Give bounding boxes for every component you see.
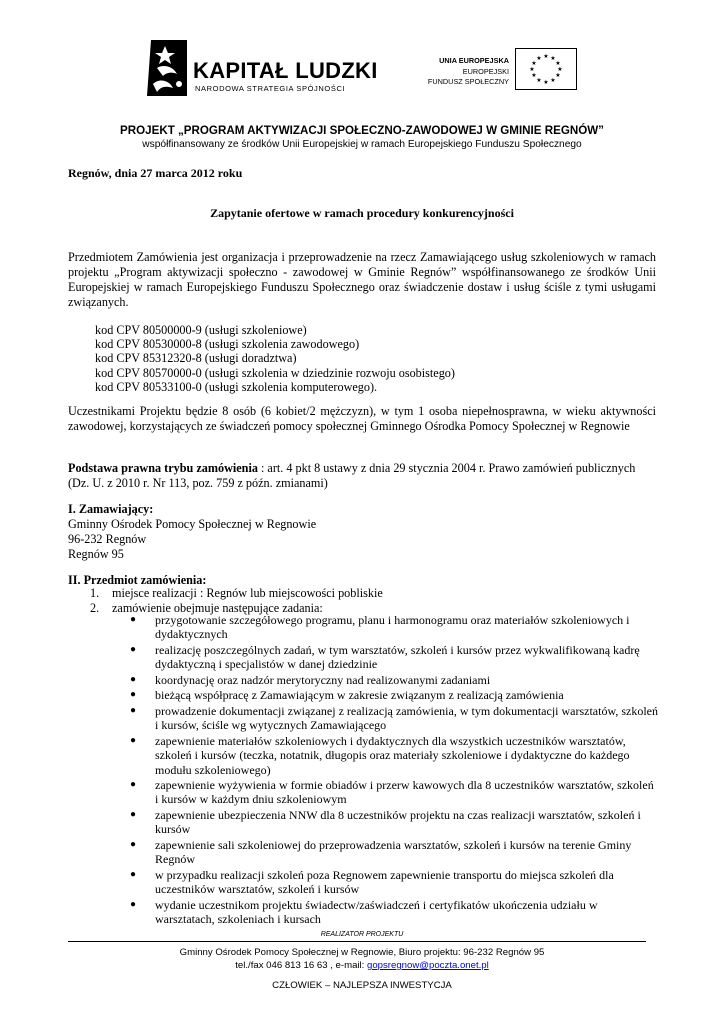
task-item [130, 838, 660, 867]
footer-motto: CZŁOWIEK – NAJLEPSZA INWESTYCJA [272, 980, 452, 991]
svg-text:★: ★ [550, 55, 556, 62]
svg-text:★: ★ [531, 72, 537, 79]
bullet-icon: ● [130, 868, 137, 880]
footer-divider [68, 941, 646, 942]
svg-text:★: ★ [531, 60, 537, 67]
task-item [130, 704, 660, 733]
cpv-item: kod CPV 80530000-8 (usługi szkolenia zawodowego) [95, 337, 360, 352]
task-text: wydanie uczestnikom projektu świadectw/zaświadczeń i certyfikatów ukończenia udziału w warsztatach, szkoleniach i kursach [155, 897, 598, 927]
task-item [130, 778, 660, 807]
task-item [130, 688, 660, 702]
item-text: miejsce realizacji : Regnów lub miejscowości pobliskie [112, 586, 383, 600]
task-text: prowadzenie dokumentacji związanej z realizacją zamówienia, w tym dokumentacji warsztatów, szkoleń i kursów, ściśle wg wytycznych Zamawiającego [155, 703, 659, 733]
bullet-icon: ● [130, 808, 137, 820]
numbered-list [90, 586, 383, 615]
bullet-icon: ● [130, 779, 137, 791]
section-2-title: II. Przedmiot zamówienia: [68, 573, 207, 587]
bullet-icon: ● [130, 898, 137, 910]
svg-text:★: ★ [543, 79, 549, 86]
bullet-icon: ● [130, 838, 137, 850]
cpv-item: kod CPV 80570000-0 (usługi szkolenia w dziedzinie rozwoju osobistego) [95, 365, 455, 380]
svg-text:★: ★ [536, 55, 542, 62]
task-text: w przypadku realizacji szkoleń poza Regnowem zapewnienie transportu do miejsca szkoleń dla uczestników warsztatów, szkoleń i kursów [155, 867, 614, 897]
item-number: 1. [90, 586, 100, 600]
task-text: bieżącą współpracę z Zamawiającym w zakresie związanym z realizacją zamówienia [155, 688, 564, 703]
task-text: koordynację oraz nadzór merytoryczny nad realizowanymi zadaniami [155, 672, 491, 687]
svg-text:★: ★ [529, 66, 535, 73]
letter-heading: Zapytanie ofertowe w ramach procedury konkurencyjności [210, 206, 514, 220]
cpv-item: kod CPV 80533100-0 (usługi szkolenia komputerowego). [95, 379, 378, 394]
project-subtitle: współfinansowany ze środków Unii Europejskiej w ramach Europejskiego Funduszu Społecznego [142, 139, 582, 150]
legal-basis-line-2: (Dz. U. z 2010 r. Nr 113, poz. 759 z późn. zmianami) [68, 476, 328, 490]
footer-label: REALIZATOR PROJEKTU [320, 931, 404, 938]
legal-basis-label: Podstawa prawna trybu zamówienia [68, 461, 258, 475]
footer-phone: tel./fax 046 813 16 63 , [235, 960, 333, 971]
eu-flag-icon [515, 48, 577, 90]
bullet-icon: ● [130, 614, 137, 625]
bullet-icon: ● [130, 643, 137, 655]
eu-line-1: UNIA EUROPEJSKA [439, 56, 509, 65]
bullet-icon: ● [130, 704, 137, 716]
ordering-party-address: Regnów 95 [68, 547, 124, 561]
task-text: przygotowanie szczegółowego programu, planu i harmonogramu oraz materiałów szkoleniowych i dydaktycznych [155, 613, 630, 642]
bullet-icon: ● [130, 673, 137, 685]
legal-basis-text: : art. 4 pkt 8 ustawy z dnia 29 stycznia 2004 r. Prawo zamówień publicznych [257, 461, 636, 475]
task-item [130, 643, 660, 672]
numbered-item [90, 586, 383, 601]
participants-paragraph: Uczestnikami Projektu będzie 8 osób (6 kobiet/2 mężczyzn), w tym 1 osoba niepełnosprawna, w wieku aktywności zawodowej, korzystających ze świadczeń pomocy społecznej Gminnego Ośrodka Pomocy Społecznej w Regnowie [68, 404, 656, 433]
kapital-ludzki-subtitle: NARODOWA STRATEGIA SPÓJNOŚCI [195, 84, 346, 93]
ordering-party-postcode: 96-232 Regnów [68, 532, 147, 546]
task-text: realizację poszczególnych zadań, w tym warsztatów, szkoleń i kursów przez wykwalifikowaną kadrę dydaktyczną i specjalistów w danej dziedzinie [155, 642, 640, 672]
footer-contact [0, 960, 724, 971]
svg-text:★: ★ [543, 53, 549, 60]
tasks-list [130, 613, 660, 928]
svg-text:★: ★ [550, 77, 556, 84]
item-text: zamówienie obejmuje następujące zadania: [112, 600, 323, 615]
svg-text:★: ★ [536, 77, 542, 84]
footer-address: Gminny Ośrodek Pomocy Społecznej w Regnowie, Biuro projektu: 96-232 Regnów 95 [179, 947, 545, 958]
task-text: zapewnienie ubezpieczenia NNW dla 8 uczestników projektu na czas realizacji warsztatów, szkoleń i kursów [155, 807, 641, 837]
legal-basis-line-1 [68, 461, 635, 476]
ordering-party-name: Gminny Ośrodek Pomocy Społecznej w Regnowie [68, 517, 317, 531]
svg-text:★: ★ [555, 72, 561, 79]
footer-email-label: e-mail: [332, 960, 367, 971]
task-text: zapewnienie sali szkoleniowej do przeprowadzenia warsztatów, szkoleń i kursów na terenie Gminy Regnów [155, 837, 632, 867]
footer-email-link[interactable]: gopsregnow@poczta.onet.pl [367, 960, 489, 971]
section-1-title: I. Zamawiający: [68, 502, 154, 516]
eu-line-2: EUROPEJSKI [462, 66, 509, 76]
project-title: PROJEKT „PROGRAM AKTYWIZACJI SPOŁECZNO-ZAWODOWEJ W GMINIE REGNÓW” [120, 124, 604, 137]
task-item [130, 613, 660, 642]
task-item [130, 808, 660, 837]
intro-paragraph: Przedmiotem Zamówienia jest organizacja i przeprowadzenie na rzecz Zamawiającego usług szkoleniowych w ramach projektu „Program aktywizacji społeczno - zawodowej w Gminie Regnów” współfinansowanego ze środków Unii Europejskiej w ramach Europejskiego Funduszu Społecznego oraz świadczenie dostaw i usług ściśle z tymi usługami związanych. [68, 250, 656, 309]
cpv-item: kod CPV 85312320-8 (usługi doradztwa) [95, 351, 297, 366]
task-item [130, 898, 660, 927]
task-text: zapewnienie materiałów szkoleniowych i dydaktycznych dla wszystkich uczestników warsztatów, szkoleń i kursów (teczka, notatnik, długopis oraz materiały szkoleniowe i dydaktyczne do każdego modułu szkoleniowego) [155, 733, 630, 777]
eu-logo-text [413, 56, 509, 88]
task-item [130, 734, 660, 777]
task-item [130, 868, 660, 897]
task-item [130, 673, 660, 687]
svg-text:★: ★ [555, 60, 561, 67]
cpv-item: kod CPV 80500000-9 (usługi szkoleniowe) [95, 323, 307, 337]
eu-line-3: FUNDUSZ SPOŁECZNY [427, 77, 509, 86]
letter-date: Regnów, dnia 27 marca 2012 roku [68, 166, 243, 180]
kapital-ludzki-title: KAPITAŁ LUDZKI [193, 58, 378, 83]
bullet-icon: ● [130, 734, 137, 746]
svg-text:★: ★ [557, 66, 563, 73]
cpv-list [95, 323, 455, 394]
task-text: zapewnienie wyżywienia w formie obiadów i przerw kawowych dla 8 uczestników warsztatów, szkoleń i kursów w każdym dniu szkoleniowym [155, 778, 654, 807]
bullet-icon: ● [130, 689, 137, 701]
item-number: 2. [90, 600, 100, 615]
